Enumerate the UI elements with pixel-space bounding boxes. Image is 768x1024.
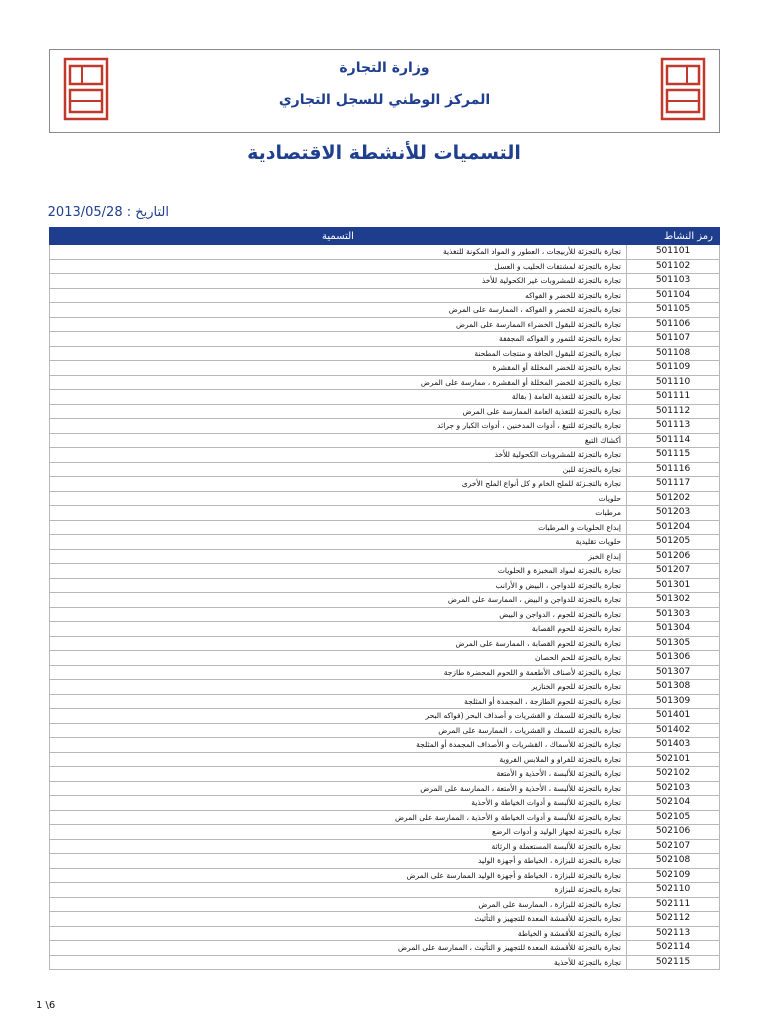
activity-name: تجارة بالتجزئة للأقمشة المعدة للتجهيز و التأثيث ، الممارسة على المرض: [50, 941, 627, 956]
table-row: [50, 578, 720, 593]
activity-code: 501305: [627, 636, 720, 651]
table-row: [50, 738, 720, 753]
table-row: [50, 361, 720, 376]
activity-code: 501303: [627, 607, 720, 622]
activity-code: 501117: [627, 477, 720, 492]
activity-code: 501104: [627, 288, 720, 303]
activity-code: 501309: [627, 694, 720, 709]
activity-name: تجارة بالتجزئة للأربيجات ، العطور و المواد المكونة للتغذية: [50, 245, 627, 260]
table-row: [50, 404, 720, 419]
activity-name: تجارة بالتجزئة للحوم ، الدواجن و البيض: [50, 607, 627, 622]
activity-name: تجارة بالتجزئة للتبغ ، أدوات المدخنين ، أدوات الكبار و جرائد: [50, 419, 627, 434]
table-row: [50, 912, 720, 927]
activity-name: تجارة بالتجزئة للحم الحصان: [50, 651, 627, 666]
activity-code: 501204: [627, 520, 720, 535]
activity-name: تجارة بالتجزئة للأقمشة و الخياطة: [50, 926, 627, 941]
activity-code: 501304: [627, 622, 720, 637]
activity-name: تجارة بالتجزئة لمواد المخبزة و الحلويات: [50, 564, 627, 579]
table-row: [50, 288, 720, 303]
table-row: [50, 694, 720, 709]
table-row: [50, 375, 720, 390]
table-row: [50, 564, 720, 579]
ministry-name: وزارة التجارة: [339, 60, 430, 76]
activity-name: تجارة بالتجزئة للمشروبات الكحولية للأخذ: [50, 448, 627, 463]
activity-name: تجارة بالتجزئة للحوم الطازجة ، المجمدة أو المثلجة: [50, 694, 627, 709]
activity-name: تجارة بالتجزئة للحوم القصابة: [50, 622, 627, 637]
table-row: [50, 390, 720, 405]
table-row: [50, 665, 720, 680]
table-row: [50, 419, 720, 434]
date-label: التاريخ :: [126, 205, 169, 220]
activity-name: إبداع الحلويات و المرطبات: [50, 520, 627, 535]
table-row: [50, 549, 720, 564]
table-row: [50, 607, 720, 622]
table-row: [50, 477, 720, 492]
table-row: [50, 651, 720, 666]
activity-name: تجارة بالتجزئة لجهاز الوليد و أدوات الرضع: [50, 825, 627, 840]
table-row: [50, 346, 720, 361]
table-row: [50, 839, 720, 854]
activity-name: تجارة بالتجزئة للبن: [50, 462, 627, 477]
activities-table: [49, 227, 720, 970]
activity-name: تجارة بالتجزئة للدواجن ، البيض و الأرانب: [50, 578, 627, 593]
document-title: التسميات للأنشطة الاقتصادية: [247, 142, 521, 164]
activity-name: تجارة بالتجزئة للفراو و الملابس الفروية: [50, 752, 627, 767]
table-row: [50, 259, 720, 274]
activities-table-wrap: [49, 227, 720, 970]
table-row: [50, 897, 720, 912]
activity-code: 502102: [627, 767, 720, 782]
activity-name: إبداع الخبز: [50, 549, 627, 564]
activity-code: 502115: [627, 955, 720, 970]
table-row: [50, 520, 720, 535]
activity-code: 501115: [627, 448, 720, 463]
activity-code: 501206: [627, 549, 720, 564]
activity-name: تجارة بالتجزئة للبزازة ، الخياطة و أجهزة الوليد: [50, 854, 627, 869]
activity-name: تجارة بالتجزئة للبزازة ، الخياطة و أجهزة الوليد الممارسة على المرض: [50, 868, 627, 883]
activity-name: تجارة بالتجزئة للخضر المخللة أو المقشرة: [50, 361, 627, 376]
activity-name: تجارة بالتجزئة للألبسة ، الأحذية و الأمتعة ، الممارسة على المرض: [50, 781, 627, 796]
activity-code: 501306: [627, 651, 720, 666]
activity-code: 502111: [627, 897, 720, 912]
activity-code: 501203: [627, 506, 720, 521]
activity-name: تجارة بالتجزئة لمشتقات الحليب و العسل: [50, 259, 627, 274]
activity-name: تجارة بالتجزئة للخضر و الفواكه ، الممارسة على المرض: [50, 303, 627, 318]
table-row: [50, 680, 720, 695]
activity-name: حلويات: [50, 491, 627, 506]
table-body: [50, 245, 720, 970]
activity-code: 501105: [627, 303, 720, 318]
activity-name: تجارة بالتجزئة للمشروبات غير الكحولية للأخذ: [50, 274, 627, 289]
activity-name: تجارة بالتجزئة للألبسة ، الأحذية و الأمتعة: [50, 767, 627, 782]
activity-name: تجارة بالتجزئة للألبسة و أدوات الخياطة و الأحذية: [50, 796, 627, 811]
table-row: [50, 535, 720, 550]
table-row: [50, 593, 720, 608]
activity-code: 501403: [627, 738, 720, 753]
activity-code: 502108: [627, 854, 720, 869]
activity-name: تجارة بالتجزئة للبزازة: [50, 883, 627, 898]
activity-name: أكشاك التبغ: [50, 433, 627, 448]
activity-code: 501101: [627, 245, 720, 260]
table-header-row: [50, 228, 720, 245]
activity-code: 502101: [627, 752, 720, 767]
table-row: [50, 491, 720, 506]
table-row: [50, 781, 720, 796]
table-row: [50, 622, 720, 637]
activity-code: 501207: [627, 564, 720, 579]
activity-name: تجارة بالتجزئة للألبسة المستعملة و الرثاثة: [50, 839, 627, 854]
table-row: [50, 810, 720, 825]
activity-name: تجارة بالتجزئة للبقول الجافة و منتجات المطحنة: [50, 346, 627, 361]
activity-code: 501110: [627, 375, 720, 390]
table-row: [50, 723, 720, 738]
activity-name: تجارة بالتجزئة للحوم القصابة ، الممارسة على المرض: [50, 636, 627, 651]
date-value: 2013/05/28: [47, 205, 123, 220]
activity-code: 502104: [627, 796, 720, 811]
activity-code: 501112: [627, 404, 720, 419]
activity-name: تجارة بالتجـزئة للملح الخام و كل أنواع الملح الأخرى: [50, 477, 627, 492]
table-row: [50, 941, 720, 956]
activity-code: 501103: [627, 274, 720, 289]
activity-code: 501109: [627, 361, 720, 376]
activity-code: 501307: [627, 665, 720, 680]
activity-code: 502105: [627, 810, 720, 825]
activity-code: 501114: [627, 433, 720, 448]
activity-code: 501402: [627, 723, 720, 738]
table-row: [50, 303, 720, 318]
table-row: [50, 883, 720, 898]
activity-name: تجارة بالتجزئة للسمك و القشريات ، الممارسة على المرض: [50, 723, 627, 738]
activity-code: 502106: [627, 825, 720, 840]
activity-code: 501102: [627, 259, 720, 274]
activity-name: تجارة بالتجزئة للسمك و القشريات و أصداف البحر (فواكه البحر: [50, 709, 627, 724]
table-row: [50, 245, 720, 260]
activity-code: 501308: [627, 680, 720, 695]
table-row: [50, 274, 720, 289]
activity-code: 501202: [627, 491, 720, 506]
activity-name: تجارة بالتجزئة للتغذية العامة ( بقالة: [50, 390, 627, 405]
table-row: [50, 752, 720, 767]
activity-name: تجارة بالتجزئة للأقمشة المعدة للتجهيز و التأثيث: [50, 912, 627, 927]
activity-name: تجارة بالتجزئة لأصناف الأطعمة و اللحوم المحضرة طازجة: [50, 665, 627, 680]
date-line: [49, 205, 169, 220]
activity-code: 501116: [627, 462, 720, 477]
activity-code: 501107: [627, 332, 720, 347]
column-header-name: التسمية: [50, 228, 627, 245]
activity-name: تجارة بالتجزئة للأسماك ، القشريات و الأصداف المجمدة أو المثلجة: [50, 738, 627, 753]
table-row: [50, 332, 720, 347]
table-row: [50, 854, 720, 869]
activity-name: تجارة بالتجزئة للخضر المخللة أو المقشرة ، ممارسة على المرض: [50, 375, 627, 390]
table-row: [50, 868, 720, 883]
activity-name: تجارة بالتجزئة للبقول الخضراء الممارسة على المرض: [50, 317, 627, 332]
activity-code: 501301: [627, 578, 720, 593]
activity-name: تجارة بالتجزئة للتمور و الفواكه المجففة: [50, 332, 627, 347]
activity-code: 502103: [627, 781, 720, 796]
activity-code: 501205: [627, 535, 720, 550]
activity-name: تجارة بالتجزئة للألبسة و أدوات الخياطة و الأحذية ، الممارسة على المرض: [50, 810, 627, 825]
activity-code: 502113: [627, 926, 720, 941]
activity-code: 502114: [627, 941, 720, 956]
activity-name: مرطبات: [50, 506, 627, 521]
activity-code: 502110: [627, 883, 720, 898]
activity-code: 501106: [627, 317, 720, 332]
activity-code: 501111: [627, 390, 720, 405]
activity-name: تجارة بالتجزئة للتغذية العامة الممارسة على المرض: [50, 404, 627, 419]
activity-name: تجارة بالتجزئة للحوم الخنازير: [50, 680, 627, 695]
activity-name: تجارة بالتجزئة للدواجن و البيض ، الممارسة على المرض: [50, 593, 627, 608]
table-row: [50, 926, 720, 941]
table-row: [50, 448, 720, 463]
column-header-code: رمز النشاط: [627, 228, 720, 245]
activity-code: 501108: [627, 346, 720, 361]
activity-code: 501401: [627, 709, 720, 724]
activity-name: حلويات تقليدية: [50, 535, 627, 550]
activity-name: تجارة بالتجزئة للبزازة ، الممارسة على المرض: [50, 897, 627, 912]
center-name: المركز الوطني للسجل التجاري: [278, 92, 491, 108]
activity-code: 501113: [627, 419, 720, 434]
table-row: [50, 796, 720, 811]
table-row: [50, 433, 720, 448]
national-register-logo-icon: [659, 56, 707, 122]
activity-code: 501302: [627, 593, 720, 608]
table-row: [50, 825, 720, 840]
table-row: [50, 955, 720, 970]
letterhead: [49, 49, 720, 133]
table-row: [50, 317, 720, 332]
table-row: [50, 709, 720, 724]
table-row: [50, 506, 720, 521]
table-row: [50, 462, 720, 477]
activity-code: 502107: [627, 839, 720, 854]
table-row: [50, 636, 720, 651]
activity-name: تجارة بالتجزئة للخضر و الفواكه: [50, 288, 627, 303]
activity-code: 502112: [627, 912, 720, 927]
activity-name: تجارة بالتجزئة للأحذية: [50, 955, 627, 970]
table-row: [50, 767, 720, 782]
activity-code: 502109: [627, 868, 720, 883]
page-number: 1 \6: [36, 1000, 56, 1011]
